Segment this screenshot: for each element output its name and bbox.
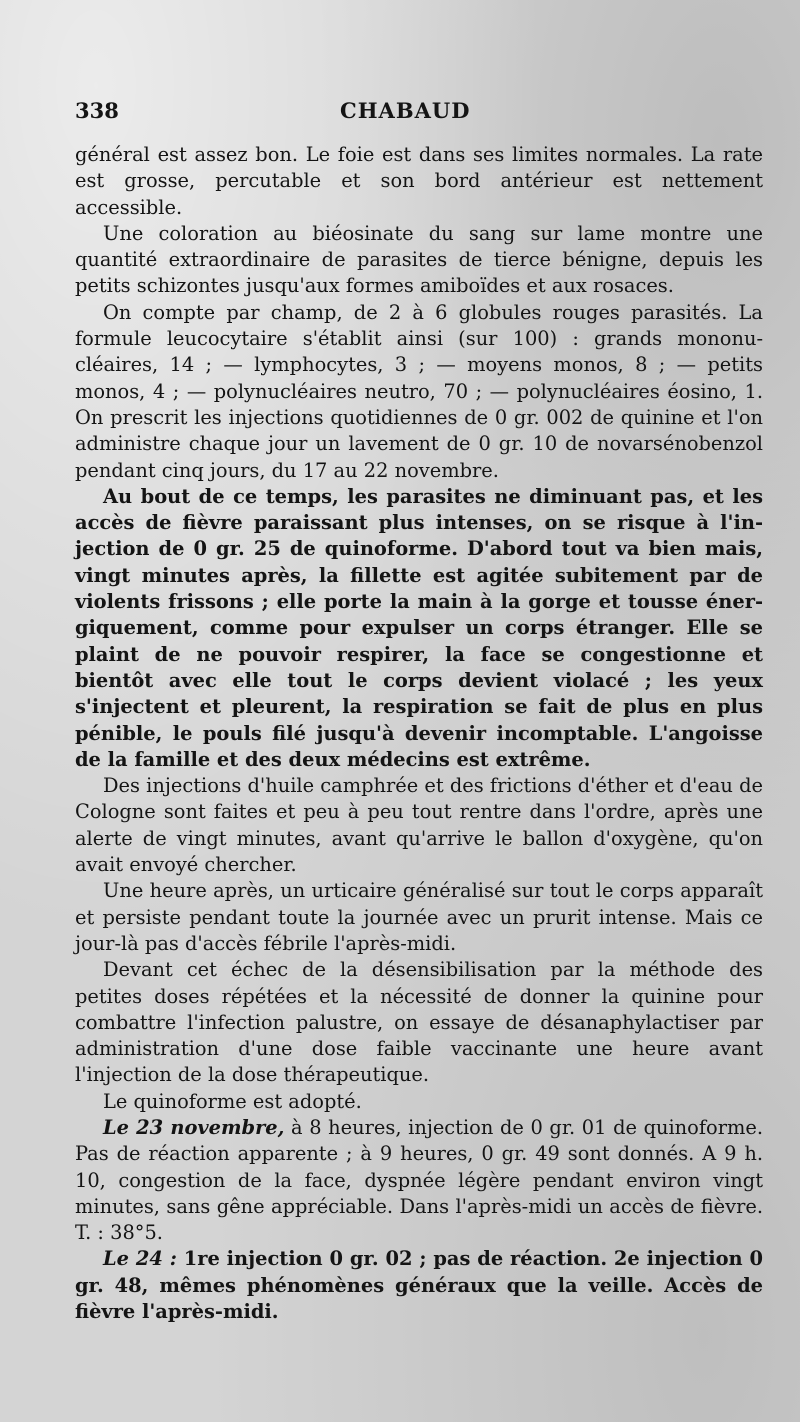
paragraph-lead: Le 24 : [103, 1247, 177, 1271]
paragraph-lead: Le 23 novembre, [103, 1115, 285, 1139]
paragraph-7 [75, 957, 763, 1088]
paragraph-text: 1re injection 0 gr. 02 ; pas de réaction. 2e injection 0 gr. 48, mêmes phénomènes généraux que la veille. Accès de fièvre l'après-midi. [75, 1247, 763, 1324]
paragraph-8 [75, 1089, 763, 1115]
paragraph-text: Une heure après, un urticaire généralisé sur tout le corps apparaît et persiste pendant toute la journée avec un prurit intense. Mais ce jour-là pas d'accès fébrile l'après-midi. [75, 879, 763, 955]
paragraph-6 [75, 878, 763, 957]
paragraph-4 [75, 484, 763, 773]
paragraph-2 [75, 221, 763, 300]
paragraph-1 [75, 142, 763, 221]
paragraph-text: Le quinoforme est adopté. [103, 1089, 362, 1113]
page-header [75, 98, 763, 132]
paragraph-3 [75, 300, 763, 484]
paragraph-text: Devant cet échec de la désensibilisation par la méthode des petites doses répétées et la nécessité de donner la quinine pour combattre l'infection palustre, on essaye de désanaphylactiser par administration d'une dose faible vaccinante une heure avant l'injection de la dose thérapeutique. [75, 958, 763, 1087]
body-text [75, 142, 763, 1325]
paragraph-text: Des injections d'huile camphrée et des frictions d'éther et d'eau de Cologne sont faites et peu à peu tout rentre dans l'ordre, après une alerte de vingt minutes, avant qu'arrive le ballon d'oxygène, qu'on avait envoyé chercher. [75, 774, 763, 877]
paragraph-10 [75, 1246, 763, 1325]
paragraph-9 [75, 1115, 763, 1246]
paragraph-text: Une coloration au biéosinate du sang sur lame montre une quantité extraordinaire de parasites de tierce bénigne, depuis les petits schizontes jusqu'aux formes amiboïdes et aux rosaces. [75, 221, 763, 298]
running-head: CHABAUD [340, 98, 471, 123]
paragraph-text: Au bout de ce temps, les parasites ne diminuant pas, et les accès de fièvre paraissant plus intenses, on se risque à l'injection de 0 gr. 25 de quinoforme. D'abord tout va bien mais, vingt minutes après, la fillette est agitée subitement par de violents frissons ; elle porte la main à la gorge et tousse énergiquement, comme pour expulser un corps étranger. Elle se plaint de ne pouvoir respirer, la face se congestionne et bientôt avec elle tout le corps devient violacé ; les yeux s'injectent et pleurent, la respiration se fait de plus en plus pénible, le pouls filé jusqu'à devenir incomptable. L'angoisse de la famille et des deux médecins est extrême. [75, 484, 763, 771]
paragraph-text: On compte par champ, de 2 à 6 globules rouges parasités. La formule leucocytaire s'établit ainsi (sur 100) : grands mononucléaires, 14 ; — lymphocytes, 3 ; — moyens monos, 8 ; — petits monos, 4 ; — polynucléaires neutro, 70 ; — polynucléaires éosino, 1. On prescrit les injections quotidiennes de 0 gr. 002 de quinine et l'on administre chaque jour un lavement de 0 gr. 10 de novarsénobenzol pendant cinq jours, du 17 au 22 novembre. [75, 300, 763, 482]
page-number: 338 [75, 98, 119, 123]
paragraph-text: général est assez bon. Le foie est dans ses limites normales. La rate est grosse, percutable et son bord antérieur est nettement accessible. [75, 143, 763, 219]
paragraph-text: à 8 heures, injection de 0 gr. 01 de quinoforme. Pas de réaction apparente ; à 9 heures, 0 gr. 49 sont donnés. A 9 h. 10, congestion de la face, dyspnée légère pendant environ vingt minutes, sans gêne appréciable. Dans l'après-midi un accès de fièvre. T. : 38°5. [75, 1115, 763, 1245]
book-page [75, 98, 763, 1325]
paragraph-5 [75, 773, 763, 878]
